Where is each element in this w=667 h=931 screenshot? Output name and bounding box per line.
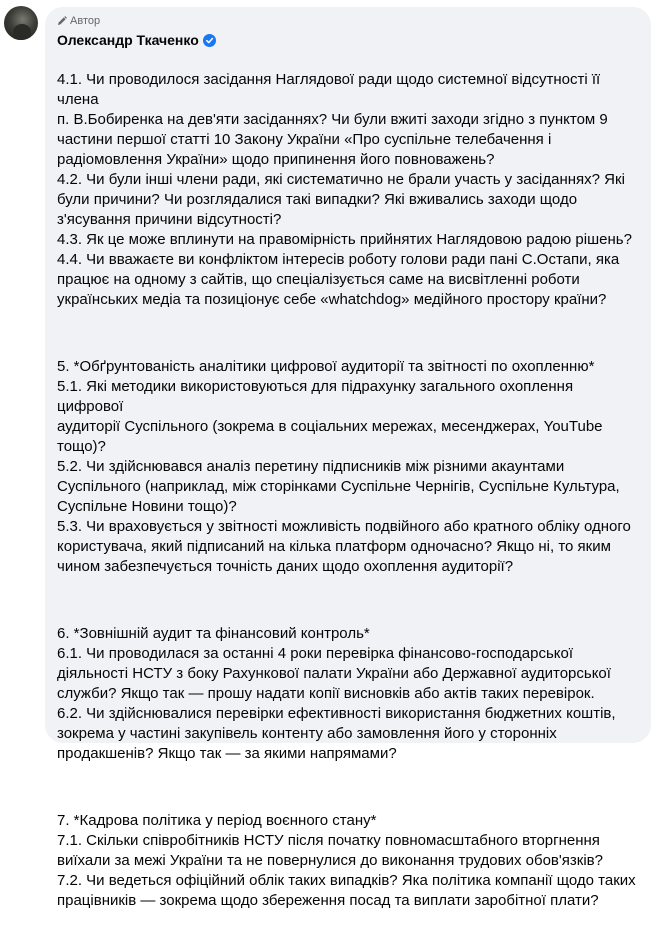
comment-paragraph: 4.1. Чи проводилося засідання Наглядової ради щодо системної відсутності її члена п. В.Бобиренка на дев'яти засіданнях? Чи були вжиті заходи згідно з пунктом 9 частини першої статті 10 Закону України «Про суспільне телебачення і радіомовлення України» щодо припинення його повноважень? 4.2. Чи були інші члени ради, які систематично не брали участь у засіданнях? Які були причини? Чи розглядалися такі випадки? Які вживались заходи щодо з'ясування причини відсутності? 4.3. Як це може вплинути на правомірність прийнятих Наглядовою радою рішень? 4.4. Чи вважаєте ви конфліктом інтересів роботу голови ради пані С.Остапи, яка працює на одному з сайтів, що спеціалізується саме на висвітленні роботи українських медіа та позиціонує себе «whatchdog» медійного простору країни?	[57, 71, 632, 308]
comment-paragraph: 7. *Кадрова політика у період воєнного стану* 7.1. Скільки співробітників НСТУ після початку повномасштабного вторгнення виїхали за межі України та не повернулися до виконання трудових обов'язків? 7.2. Чи ведеться офіційний облік таких випадків? Яка політика компанії щодо таких працівників — зокрема щодо збереження посад та виплати заробітної плати?	[57, 812, 636, 909]
avatar[interactable]	[4, 6, 38, 40]
author-badge-label: Автор	[70, 15, 101, 27]
author-name[interactable]: Олександр Ткаченко	[57, 32, 199, 48]
comment-bubble	[45, 7, 651, 909]
comment-paragraph: 6. *Зовнішній аудит та фінансовий контроль* 6.1. Чи проводилася за останні 4 роки перевірка фінансово-господарської діяльності НСТУ з боку Рахункової палати України або Державної аудиторської служби? Якщо так — прошу надати копії висновків або актів таких перевірок. 6.2. Чи здійснювалися перевірки ефективності використання бюджетних коштів, зокрема у частині закупівель контенту або замовлення його у сторонніх продакшенів? Якщо так — за якими напрямами?	[57, 625, 616, 762]
comment-paragraph: 5. *Обґрунтованість аналітики цифрової аудиторії та звітності по охопленню* 5.1. Які методики використовуються для підрахунку загального охоплення цифрової аудиторії Суспільного (зокрема в соціальних мережах, месенджерах, YouTube тощо)? 5.2. Чи здійснювався аналіз перетину підписників між різними акаунтами Суспільного (наприклад, між сторінками Суспільне Чернігів, Суспільне Культура, Суспільне Новини тощо)? 5.3. Чи враховується у звітності можливість подвійного або кратного обліку одного користувача, який підписаний на кілька платформ одночасно? Якщо ні, то яким чином забезпечується точність даних щодо охоплення аудиторії?	[57, 358, 631, 575]
verified-checkmark-icon	[203, 34, 216, 47]
pencil-icon	[57, 16, 67, 26]
author-badge	[57, 14, 639, 28]
comment-text	[57, 50, 639, 931]
